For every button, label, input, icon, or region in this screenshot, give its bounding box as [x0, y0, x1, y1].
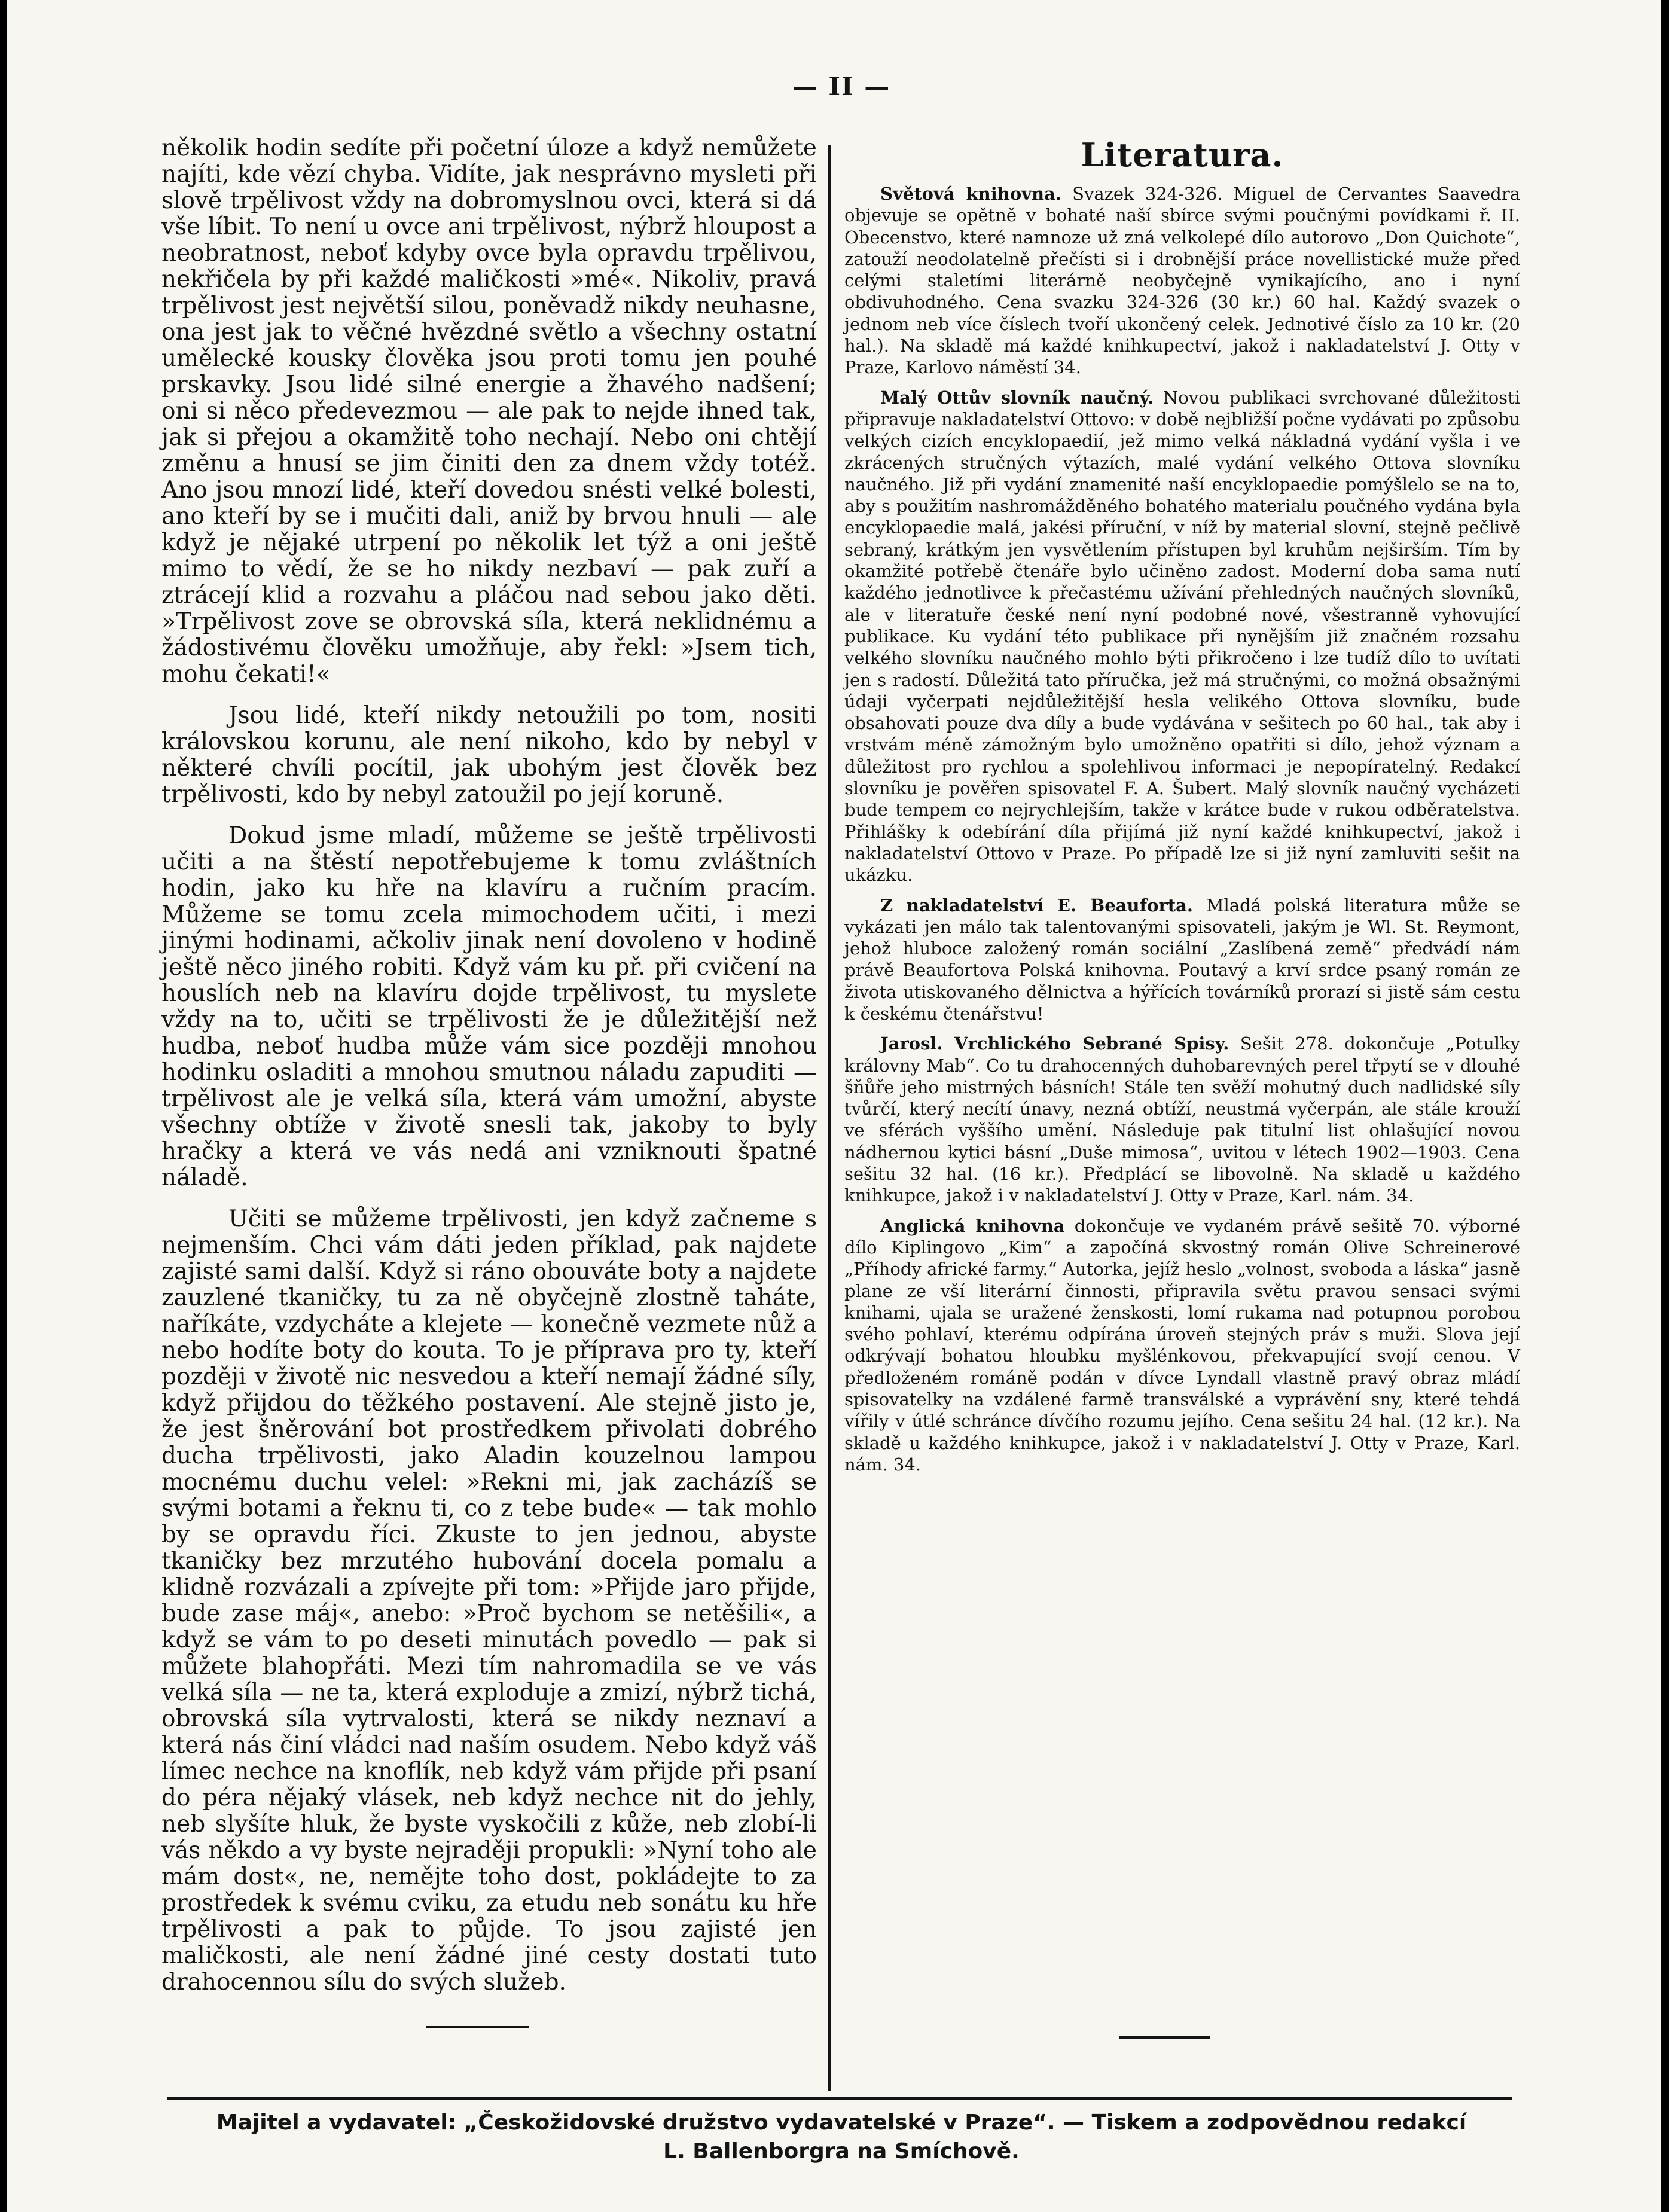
- entry-title: Světová knihovna.: [880, 184, 1062, 204]
- newspaper-page: [7, 0, 1661, 2212]
- entry-text: dokončuje ve vydaném právě sešitě 70. výborné dílo Kiplingovo „Kim“ a započíná skvostný román Olive Schreinerové „Příhody africké farmy.“ Autorka, jejíž heslo „volnost, svoboda a láska“ jasně plane ze vší literární činnosti, připravila světu pravou sensaci svými knihami, ujala se uražené ženskosti, lomí rukama nad potupnou porobou svého pohlaví, kterému odpírána úroveň stejných práv s muži. Slova její odkrývají bohatou hloubku myšlénkovou, překvapující svojí cenou. V předloženém románě podán v dívce Lyndall vlastně pravý obraz mládí spisovatelky na vzdálené farmě transválské a vyprávění sny, které tehdá vířily v útlé schránce dívčího rozumu jejího. Cena sešitu 24 hal. (12 kr.). Na skladě u každého knihkupce, jakož i v nakladatelství J. Otty v Praze, Karl. nám. 34.: [844, 1215, 1520, 1475]
- right-column-end-rule: [1119, 2036, 1210, 2039]
- literature-heading: Literatura.: [1081, 136, 1284, 174]
- entry-text: Mladá polská literatura může se vykázati jen málo tak talentovanými spisovateli, jakým je Wl. St. Reymont, jehož hluboce založený román sociální „Zaslíbená země“ předvádí nám právě Beaufortova Polská knihovna. Poutavý a krví srdce psaný román ze života utiskovaného dělnictva a hýřících továrníků prorazí si jistě sám cestu k českému čtenářstvu!: [844, 895, 1521, 1024]
- entry-text: Svazek 324-326. Miguel de Cervantes Saavedra objevuje se opětně v bohaté naší sbírce svými poučnými povídkami ř. II. Obecenstvo, které namnoze už zná velkolepé dílo autorovo „Don Quichote“, zatouží neodolatelně přečísti si i drobnější práce novellistické muže před celými staletími literárně neobyčejně vynikajícího, ano i nyní obdivuhodného. Cena svazku 324-326 (30 kr.) 60 hal. Každý svazek o jednom neb více číslech tvoří ukončený celek. Jednotivé číslo za 10 kr. (20 hal.). Na skladě má každé knihkupectví, jakož i nakladatelství J. Otty v Praze, Karlovo náměstí 34.: [844, 184, 1520, 378]
- literature-entry-vrchlicky: [844, 1033, 1520, 1206]
- literature-column: [844, 135, 1520, 1484]
- entry-text: Sešit 278. dokončuje „Potulky královny Mab“. Co tu drahocenných duhobarevných perel třpytí se v dlouhé šňůře jeho mistrných básních! Stále ten svěží mohutný duch nadlidské síly tvůrčí, který necítí únavy, nezná obtíží, neustmá vyčerpán, ale stále krouží ve sférách vyššího umění. Následuje pak titulní list ohlašující novou nádhernou kytici básní „Duše mimosa“, uvitou v létech 1902—1903. Cena sešitu 32 hal. (16 kr.). Předplácí se libovolně. Na skladě u každého knihkupce, jakož i v nakladatelství J. Otty v Praze, Karl. nám. 34.: [844, 1033, 1521, 1206]
- entry-title: Jarosl. Vrchlického Sebrané Spisy.: [880, 1033, 1229, 1054]
- entry-title: Z nakladatelství E. Beauforta.: [880, 895, 1194, 916]
- article-paragraph-4: Učiti se můžeme trpělivosti, jen když začneme s nejmenším. Chci vám dáti jeden příklad, pak najdete zajisté sami další. Když si ráno obouváte boty a najdete zauzlené tkaničky, tu za ně obyčejně zlostně taháte, naříkáte, vzdycháte a klejete — konečně vezmete nůž a nebo hodíte boty do kouta. To je příprava pro ty, kteří později v životě nic nesvedou a kteří nemají žádné síly, když přijdou do těžkého postavení. Ale stejně jisto je, že jest šněrování bot prostředkem přivolati dobrého ducha trpělivosti, jako Aladin kouzelnou lampou mocnému duchu velel: »Rekni mi, jak zacházíš se svými botami a řeknu ti, co z tebe bude« — tak mohlo by se opravdu říci. Zkuste to jen jednou, abyste tkaničky bez mrzutého hubování docela pomalu a klidně rozvázali a zpívejte při tom: »Přijde jaro přijde, bude zase máj«, anebo: »Proč bychom se netěšili«, a když se vám to po deseti minutách povedlo — pak si můžete blahopřáti. Mezi tím nahromadila se ve vás velká síla — ne ta, která exploduje a zmizí, nýbrž tichá, obrovská síla vytrvalosti, která se nikdy neznaví a která nás činí vládci nad naším osudem. Nebo když váš límec nechce na knoflík, neb když vám přijde při psaní do péra nějaký vlásek, neb když nechce nit do jehly, neb slyšíte hluk, že byste vyskočili z kůže, neb zlobí-li vás někdo a vy byste nejraději propukli: »Nyní toho ale mám dost«, ne, nemějte toho dost, pokládejte to za prostředek k svému cviku, za etudu neb sonátu ku hře trpělivosti a pak to půjde. To jsou zajisté jen maličkosti, ale není žádné jiné cesty dostati tuto drahocennou sílu do svých služeb.: [161, 1206, 817, 1996]
- left-column-end-rule: [426, 2026, 529, 2028]
- article-paragraph-1: několik hodin sedíte při početní úloze a když nemůžete najíti, kde vězí chyba. Vidíte, jak nesprávno mysleti při slově trpělivost vždy na dobromyslnou ovci, která si dá vše líbit. To není u ovce ani trpělivost, nýbrž hloupost a neobratnost, neboť kdyby ovce byla opravdu trpělivou, nekřičela by při každé maličkosti »mé«. Nikoliv, pravá trpělivost jest největší silou, poněvadž nikdy neuhasne, ona jest jak to věčné hvězdné světlo a všechny ostatní umělecké kousky člověka jsou proti tomu jen pouhé prskavky. Jsou lidé silné energie a žhavého nadšení; oni si něco předevezmou — ale pak to nejde ihned tak, jak si přejou a okamžitě toho nechají. Nebo oni chtějí změnu a hnusí se jim činiti den za dnem vždy totéž. Ano jsou mnozí lidé, kteří dovedou snésti velké bolesti, ano kteří by se i mučiti dali, aniž by brvou hnuli — ale když je nějaké utrpení po několik let týž a oni ještě mimo to vědí, že se ho nikdy nezbaví — pak zuří a ztrácejí klid a rozvahu a pláčou nad sebou jako děti. »Trpělivost zove se obrovská síla, která neklidnému a žádostivému člověku umožňuje, aby řekl: »Jsem tich, mohu čekati!«: [161, 135, 817, 688]
- article-paragraph-3: Dokud jsme mladí, můžeme se ještě trpělivosti učiti a na štěstí nepotřebujeme k tomu zvláštních hodin, jako ku hře na klavíru a ručním pracím. Můžeme se tomu zcela mimochodem učiti, i mezi jinými hodinami, ačkoliv jinak není dovoleno v hodině ještě něco jiného robiti. Když vám ku př. při cvičení na houslích neb na klavíru dojde trpělivost, tu myslete vždy na to, učiti se trpělivosti že je důležitější než hudba, neboť hudba může vám sice později mnohou hodinku osladiti a mnohou smutnou náladu zapuditi — trpělivost ale je velká síla, která vám umožní, abyste všechny obtíže v životě snesli tak, jakoby to byly hračky a která ve vás nedá ani vzniknouti špatné náladě.: [161, 822, 817, 1191]
- entry-title: Anglická knihovna: [880, 1215, 1065, 1236]
- footer-rule: [167, 2097, 1512, 2100]
- entry-text: Novou publikaci svrchované důležitosti připravuje nakladatelství Ottovo: v době nejbližší počne vydávati po způsobu velkých cizích encyklopaedií, jež mimo velká nákladná vydání vyšla i ve zkrácených stručných výtazích, malé vydání velkého Ottova slovníku naučného. Již při vydání znamenité naší encyklopaedie pomýšlelo se na to, aby s použitím nashromážděného bohatého materialu poučného vydána byla encyklopaedie malá, jakési příruční, v níž by material slovní, stejně pečlivě sebraný, krátkým jen vysvětlením přístupen byl kruhům nejširším. Tím by okamžité potřebě čtenáře bylo učiněno zadost. Moderní doba sama nutí každého jednotlivce k přečastému užívání přehledných naučných slovníků, ale v literatuře české není nyní podobné nové, všestranně vyhovující publikace. Ku vydání této publikace při nynějším již značném rozsahu velkého slovníku naučného mohlo býti přikročeno i lze tudíž dílo to uvítati jen s radostí. Důležitá tato příručka, jež má stručnými, co možná obsažnými údaji vyčerpati nejdůležitější hesla velikého Ottova slovníku, bude obsahovati pouze dva díly a bude vydávána v sešitech po 60 hal., tak aby i vrstvám méně zámožným bylo umožněno opatřiti si dílo, jehož význam a důležitost pro rychlou a spolehlivou informaci je nepopíratelný. Redakcí slovníku je pověřen spisovatel F. A. Šubert. Malý slovník naučný vycházeti bude tempem co nejrychlejším, takže v krátce bude v rukou odběratelstva. Přihlášky k odebírání díla přijímá již nyní každé knihkupectví, jakož i nakladatelství Ottovo v Praze. Po případě lze si již nyní zamluviti sešit na ukázku.: [844, 387, 1521, 886]
- footer-line-2: L. Ballenborgra na Smíchově.: [663, 2139, 1020, 2164]
- literature-entry-beaufort: [844, 895, 1520, 1025]
- publisher-footer: [145, 2109, 1538, 2166]
- literature-entry-svetova-knihovna: [844, 183, 1520, 379]
- literature-entry-anglicka-knihovna: [844, 1215, 1520, 1476]
- footer-line-1: Majitel a vydavatel: „Českožidovské družstvo vydavatelské v Praze“. — Tiskem a zodpovědnou redakcí: [216, 2110, 1467, 2135]
- left-column-article: [161, 135, 817, 2010]
- article-paragraph-2: Jsou lidé, kteří nikdy netoužili po tom, nositi královskou korunu, ale není nikoho, kdo by nebyl v některé chvíli pocítil, jak ubohým jest člověk bez trpělivosti, kdo by nebyl zatoužil po její koruně.: [161, 702, 817, 808]
- column-divider: [828, 145, 831, 2091]
- literature-entry-maly-ottuv-slovnik: [844, 387, 1520, 886]
- entry-title: Malý Ottův slovník naučný.: [880, 387, 1154, 408]
- page-number: — II —: [792, 72, 891, 101]
